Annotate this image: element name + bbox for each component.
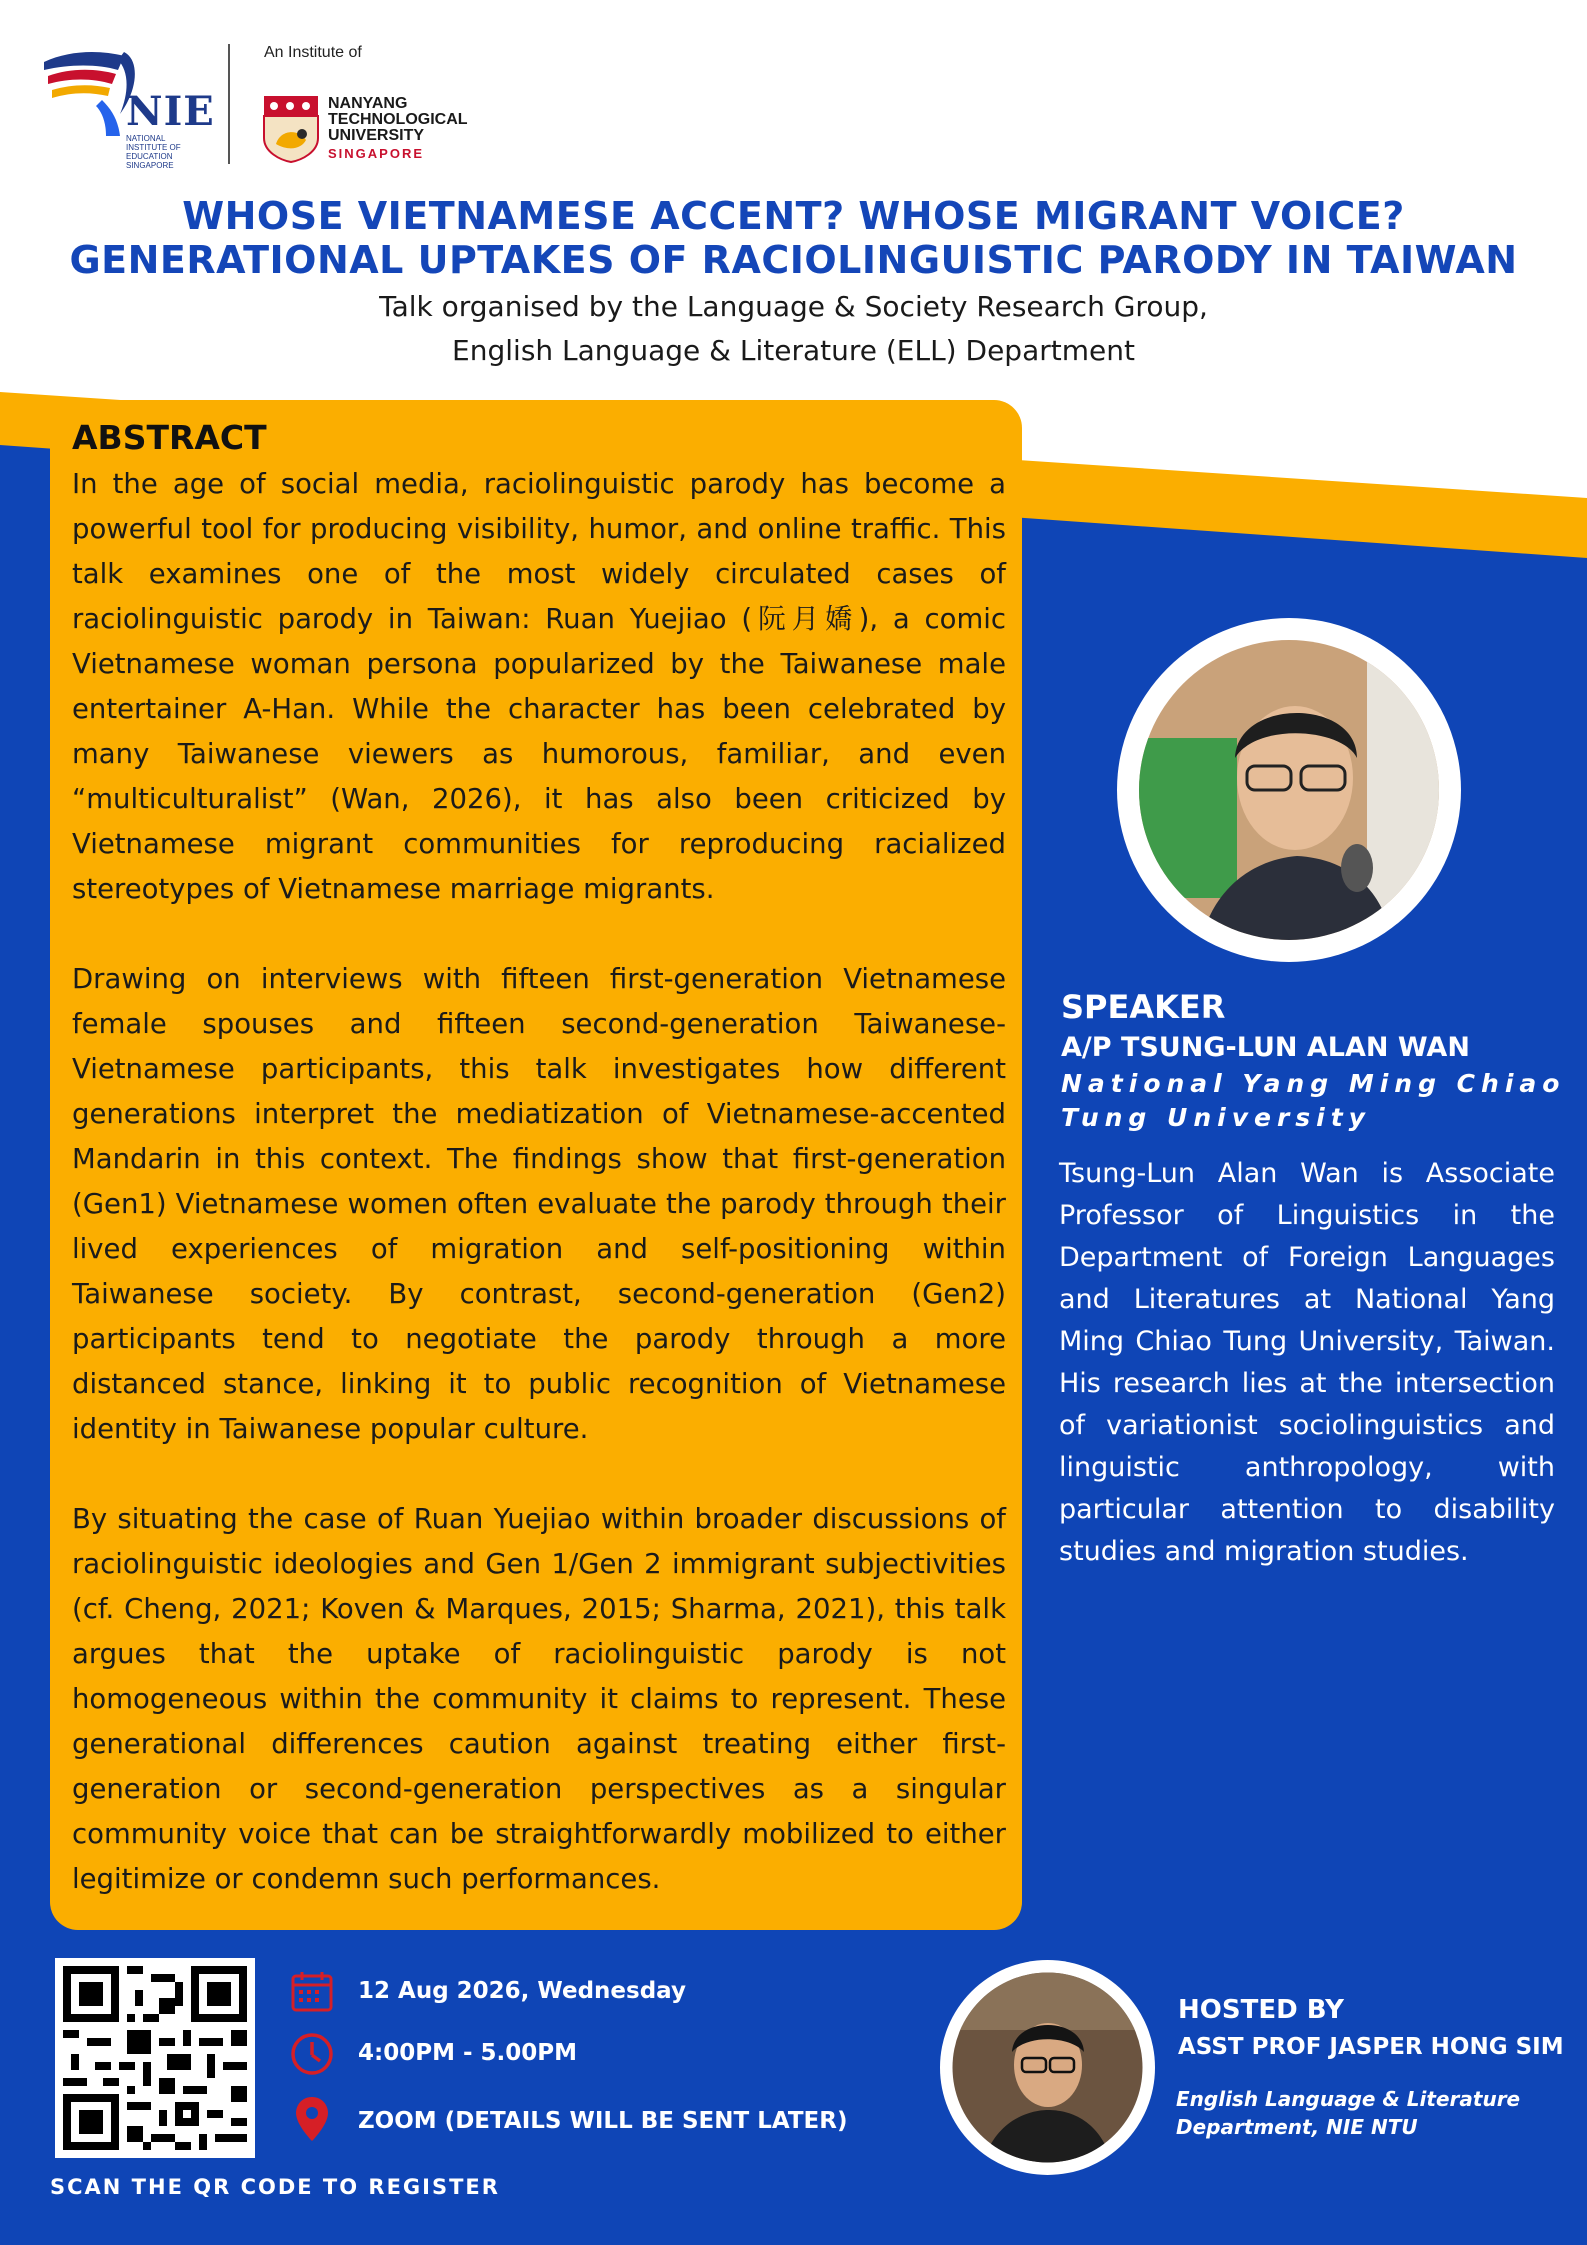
abstract-body xyxy=(72,462,1006,1947)
host-name: ASST PROF JASPER HONG SIM xyxy=(1178,2034,1564,2060)
qr-register-label: SCAN THE QR CODE TO REGISTER xyxy=(50,2175,500,2199)
registration-qr-code[interactable] xyxy=(55,1958,255,2158)
organiser-line2: English Language & Literature (ELL) Department xyxy=(452,334,1135,367)
speaker-affiliation-line2: Tung University xyxy=(1061,1103,1371,1132)
host-photo-frame xyxy=(940,1960,1155,2175)
institute-of-label: An Institute of xyxy=(264,44,362,61)
talk-title-line2: GENERATIONAL UPTAKES OF RACIOLINGUISTIC PARODY IN TAIWAN xyxy=(69,238,1518,282)
speaker-photo xyxy=(1117,618,1461,962)
speaker-bio: Tsung-Lun Alan Wan is Associate Professor of Linguistics in the Department of Foreign Languages and Literatures at National Yang Ming Chiao Tung University, Taiwan. His research lies at the intersection of variationist sociolinguistics and linguistic anthropology, with particular attention to disability studies and migration studies. xyxy=(1059,1158,1555,1567)
host-dept-line1: English Language & Literature xyxy=(1176,2087,1521,2111)
logo-area xyxy=(40,40,480,170)
speaker-affiliation-line1: National Yang Ming Chiao xyxy=(1061,1069,1566,1098)
host-photo xyxy=(940,1960,1155,2175)
abstract-paragraph-2: Drawing on interviews with fifteen first-generation Vietnamese female spouses and fifteen second-generation Taiwanese-Vietnamese participants, this talk investigates how different generations interpret the mediatization of Vietnamese-accented Mandarin in this context. The findings show that first-generation (Gen1) Vietnamese women often evaluate the parody through their lived experiences of migration and self-positioning within Taiwanese society. By contrast, second-generation (Gen2) participants tend to negotiate the parody through a more distanced stance, linking it to public recognition of Vietnamese identity in Taiwanese popular culture. xyxy=(72,963,1006,1445)
nie-logo-text: NIE xyxy=(126,88,215,135)
talk-title-line1: WHOSE VIETNAMESE ACCENT? WHOSE MIGRANT VOICE? xyxy=(182,194,1405,238)
ntu-name-line3: UNIVERSITY xyxy=(328,127,425,144)
qr-code-icon xyxy=(55,1958,255,2158)
speaker-name: A/P TSUNG-LUN ALAN WAN xyxy=(1061,1032,1470,1063)
event-time: 4:00PM - 5.00PM xyxy=(358,2040,578,2066)
organiser-line1: Talk organised by the Language & Society Research Group, xyxy=(379,290,1208,323)
host-department xyxy=(1176,2085,1576,2141)
ntu-name-line1: NANYANG xyxy=(328,95,408,112)
ntu-crest-icon xyxy=(262,94,322,164)
location-pin-icon xyxy=(288,2095,336,2143)
speaker-affiliation xyxy=(1061,1067,1581,1135)
logo-divider xyxy=(228,44,230,164)
event-date: 12 Aug 2026, Wednesday xyxy=(358,1978,686,2004)
speaker-photo-frame xyxy=(1117,618,1461,962)
abstract-paragraph-1: In the age of social media, raciolinguistic parody has become a powerful tool for producing visibility, humor, and online traffic. This talk examines one of the most widely circulated cases of raciolinguistic parody in Taiwan: Ruan Yuejiao (阮月嬌), a comic Vietnamese woman persona popularized by the Taiwanese male entertainer A-Han. While the character has been celebrated by many Taiwanese viewers as humorous, familiar, and even “multiculturalist” (Wan, 2026), it has also been criticized by Vietnamese migrant communities for reproducing racialized stereotypes of Vietnamese marriage migrants. xyxy=(72,468,1006,905)
host-dept-line2: Department, NIE NTU xyxy=(1176,2115,1418,2139)
calendar-icon xyxy=(288,1968,336,2016)
event-venue: ZOOM (DETAILS WILL BE SENT LATER) xyxy=(358,2108,848,2134)
abstract-heading: ABSTRACT xyxy=(72,418,267,457)
ntu-name-line2: TECHNOLOGICAL xyxy=(328,111,468,128)
speaker-heading: SPEAKER xyxy=(1061,988,1226,1026)
clock-icon xyxy=(288,2030,336,2078)
nie-full-name: NATIONAL INSTITUTE OF EDUCATION SINGAPORE xyxy=(126,134,181,170)
abstract-paragraph-3: By situating the case of Ruan Yuejiao within broader discussions of raciolinguistic ideologies and Gen 1/Gen 2 immigrant subjectivities (cf. Cheng, 2021; Koven & Marques, 2015; Sharma, 2021), this talk argues that the uptake of raciolinguistic parody is not homogeneous within the community it claims to represent. These generational differences caution against treating either first-generation or second-generation perspectives as a singular community voice that can be straightforwardly mobilized to either legitimize or condemn such performances. xyxy=(72,1503,1006,1895)
host-heading: HOSTED BY xyxy=(1178,1995,1344,2025)
ntu-name-line4: SINGAPORE xyxy=(328,146,425,161)
